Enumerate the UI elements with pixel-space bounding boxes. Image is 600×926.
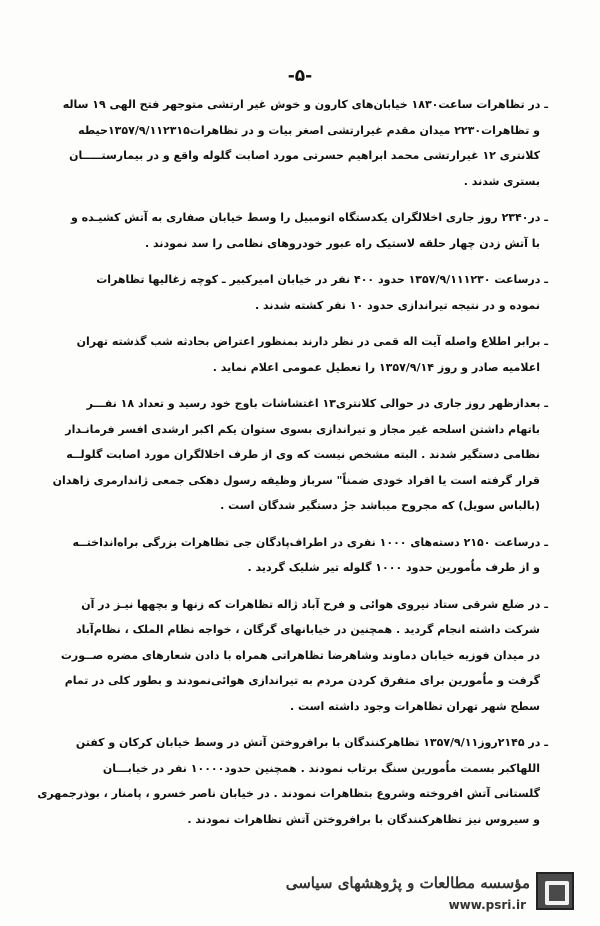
text-line: باتهام داشتن اسلحه غیر مجاز و تیراندازی بسوی ستوان یکم اکبر ارشدی افسر فرمانـدار xyxy=(65,422,540,436)
paragraph xyxy=(52,391,548,519)
paragraph xyxy=(60,592,548,720)
institute-name: مؤسسه مطالعات و پژوهشهای سیاسی xyxy=(285,874,530,892)
text-line: سطح شهر تهران تظاهرات وجود داشته است . xyxy=(290,699,540,713)
text-line: شرکت داشته انجام گردید . همچنین در خیابانهای گرگان ، خواجه نظام الملک ، نظام‌آباد xyxy=(76,623,540,636)
text-line: ـ درساعت ۱۳۵۷/۹/۱۱۱۲۳۰ حدود ۴۰۰ نفر در خیابان امیرکبیر ـ کوچه زغالیها تظاهرات xyxy=(96,273,548,286)
text-line: گلستانی آتش افروخته وشروع بتظاهرات نمودند . در خیابان ناصر خسرو ، پامنار ، بوذرجمهری xyxy=(37,787,540,800)
paragraph xyxy=(72,530,548,581)
institute-url: www.psri.ir xyxy=(448,898,526,912)
document-body xyxy=(37,92,548,843)
text-line: در میدان فوزیه خیابان دماوند وشاهرضا تظاهراتی همراه با دادن شعارهای مضره صــورت xyxy=(60,648,540,662)
text-line: نموده و در نتیجه تیراندازی حدود ۱۰ نفر کشته شدند . xyxy=(255,298,540,312)
psri-logo-icon xyxy=(536,872,574,910)
text-line: ـ بعدازظهر روز جاری در حوالی کلانتری۱۳ اغتشاشات باوج خود رسید و تعداد ۱۸ نفـــر xyxy=(86,397,548,410)
page-number: -۵- xyxy=(287,66,313,86)
paragraph xyxy=(78,329,548,380)
text-line: اعلامیه صادر و روز ۱۳۵۷/۹/۱۴ را تعطیل عمومی اعلام نماید . xyxy=(212,360,540,374)
text-line: ـ برابر اطلاع واصله آیت اله قمی در نظر دارند بمنظور اعتراض بحادثه شب گذشته تهران xyxy=(76,335,548,348)
text-line: ـ در ضلع شرقی ستاد نیروی هوائی و فرح آباد ژاله تظاهرات که زنها و بچهها نیـز در آن xyxy=(81,597,548,611)
paragraph xyxy=(78,267,548,318)
text-line: ـ در ۲۱۴۵روز۱۳۵۷/۹/۱۱ تظاهرکنندگان با برافروختن آتش در وسط خیابان کرکان و کفتن xyxy=(75,736,548,749)
text-line: اللهاکبر بسمت ماٌمورین سنگ برتاب نمودند . همچنین حدود۱۰۰۰۰ نفر در خیابـــان xyxy=(102,761,540,775)
text-line: گرفت و ماٌمورین برای متفرق کردن مردم به تیراندازی هوائی‌نمودند و بطور کلی در تمام xyxy=(64,674,540,687)
paragraph xyxy=(71,205,548,256)
text-line: و از طرف ماٌمورین حدود ۱۰۰۰ گلوله تیر شلیک گردید . xyxy=(247,561,540,574)
text-line: و تظاهرات۲۲۳۰ میدان مقدم غیرارتشی اصغر بیات و در تظاهرات۱۳۵۷/۹/۱۱۲۳۱۵حیطه xyxy=(78,123,540,137)
text-line: (بالباس سویل) که مجروح میباشد جزٔ دستگیر شدگان است . xyxy=(220,499,540,512)
text-line: قرار گرفته است یا افراد خودی ضمناً" سرباز وظیفه رسول دهکی جمعی ژاندارمری زاهدان xyxy=(52,473,540,487)
text-line: ـ درساعت ۲۱۵۰ دسته‌های ۱۰۰۰ نفری در اطراف‌پادگان جی تظاهرات بزرگی براه‌انداختــه xyxy=(72,535,548,549)
paragraph xyxy=(37,730,548,832)
text-line: نظامی دستگیر شدند . البته مشخص نیست که وی از طرف اخلالگران مورد اصابت گلولــه xyxy=(66,448,540,461)
text-line: کلانتری ۱۲ غیرارتشی محمد ابراهیم حسرتی مورد اصابت گلوله واقع و در بیمارستـــــان xyxy=(69,149,540,162)
text-line: بستری شدند . xyxy=(463,174,540,188)
paragraph xyxy=(62,92,548,194)
text-line: و سیروس نیز تظاهرکنندگان با برافروختن آتش تظاهرات نمودند . xyxy=(187,812,540,826)
text-line: ـ در تظاهرات ساعت۱۸۳۰ خیابان‌های کارون و خوش غیر ارتشی متوجهر فتح الهی ۱۹ ساله xyxy=(62,98,548,111)
text-line: ـ در۲۳۴۰ روز جاری اخلالگران یکدستگاه اتومبیل را وسط خیابان صفاری به آتش کشیـده و xyxy=(71,211,548,224)
text-line: با آتش زدن چهار حلقه لاستیک راه عبور خودروهای نظامی را سد نمودند . xyxy=(145,236,540,250)
watermark-footer xyxy=(270,868,590,922)
